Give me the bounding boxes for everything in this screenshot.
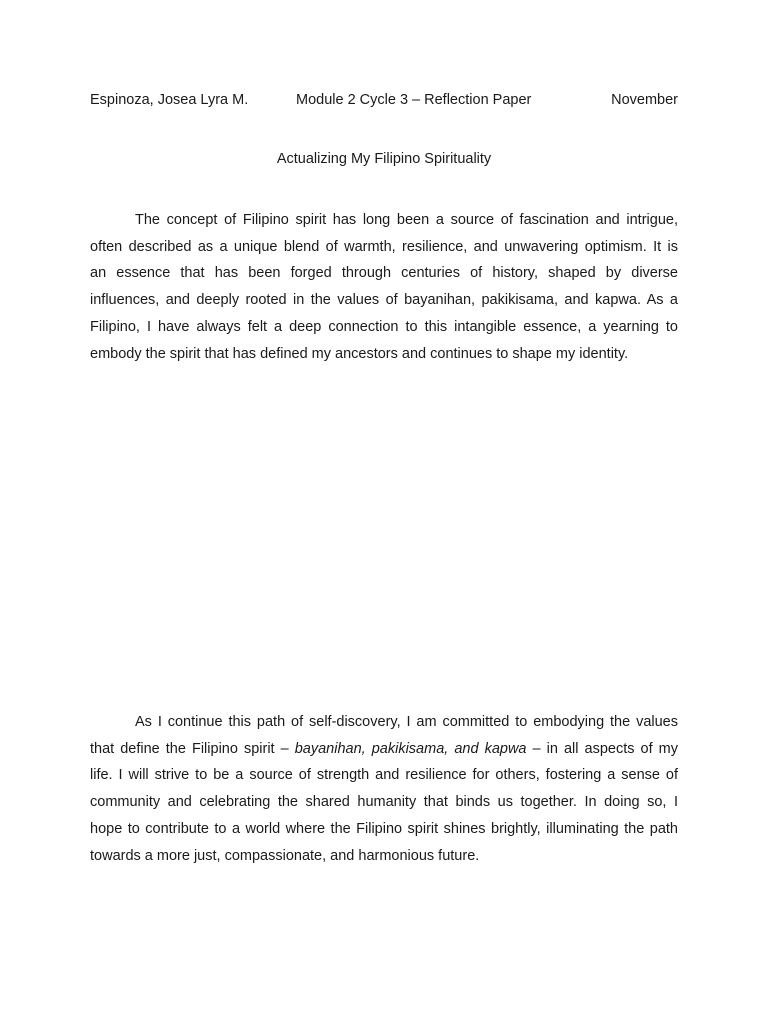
line-text-pre: that define the Filipino spirit – xyxy=(90,740,295,757)
paragraph-line: community and celebrating the shared humanity that binds us together. In doing so, I xyxy=(90,794,678,811)
date-label: November xyxy=(611,92,678,108)
document-title: Actualizing My Filipino Spirituality xyxy=(276,151,492,167)
line-text-post: – in all aspects of my xyxy=(526,740,678,757)
paragraph-line: hope to contribute to a world where the Filipino spirit shines brightly, illuminating the path xyxy=(90,820,678,837)
paragraph-conclusion xyxy=(90,709,678,869)
document-header xyxy=(90,92,678,112)
paragraph-line: life. I will strive to be a source of strength and resilience for others, fostering a sense of xyxy=(90,767,678,784)
paragraph-intro xyxy=(90,207,678,367)
paragraph-line: influences, and deeply rooted in the values of bayanihan, pakikisama, and kapwa. As a xyxy=(90,292,678,309)
paragraph-line: embody the spirit that has defined my ancestors and continues to shape my identity. xyxy=(90,345,629,362)
paragraph-line: often described as a unique blend of warmth, resilience, and unwavering optimism. It is xyxy=(90,238,678,255)
author-name: Espinoza, Josea Lyra M. xyxy=(90,92,249,108)
paragraph-line: As I continue this path of self-discovery, I am committed to embodying the values xyxy=(135,714,678,730)
paragraph-line: The concept of Filipino spirit has long been a source of fascination and intrigue, xyxy=(135,212,678,228)
paragraph-line: an essence that has been forged through centuries of history, shaped by diverse xyxy=(90,265,678,282)
paragraph-line xyxy=(90,736,678,763)
paragraph-line: Filipino, I have always felt a deep connection to this intangible essence, a yearning to xyxy=(90,318,678,335)
paragraph-line: towards a more just, compassionate, and harmonious future. xyxy=(90,847,480,864)
filipino-values-italic: bayanihan, pakikisama, and kapwa xyxy=(294,740,527,757)
module-label: Module 2 Cycle 3 – Reflection Paper xyxy=(296,92,532,108)
